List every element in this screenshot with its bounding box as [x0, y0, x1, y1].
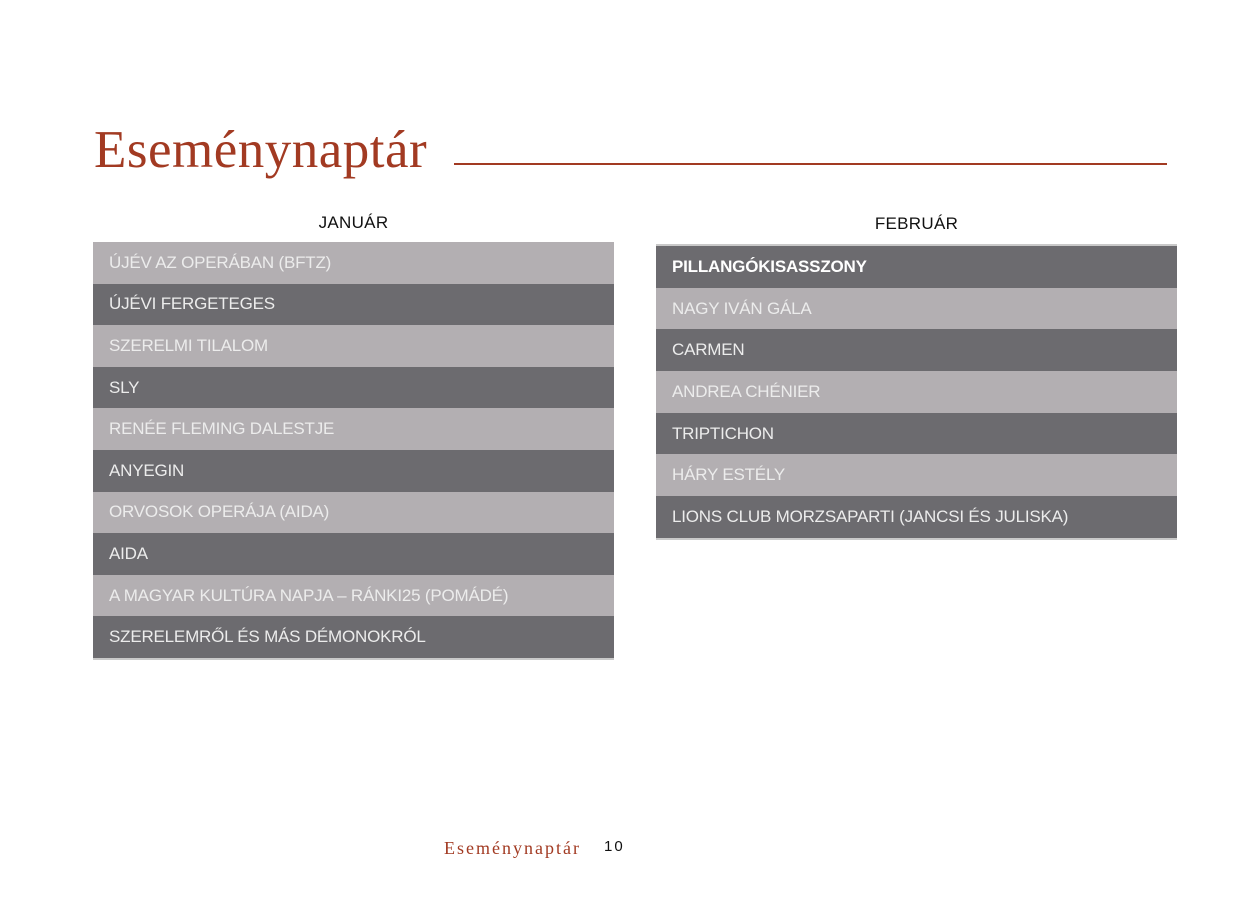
- event-row: TRIPTICHON: [656, 413, 1177, 455]
- event-row: PILLANGÓKISASSZONY: [656, 246, 1177, 288]
- event-row: LIONS CLUB MORZSAPARTI (JANCSI ÉS JULISKA): [656, 496, 1177, 538]
- event-row: SLY: [93, 367, 614, 409]
- event-row: ORVOSOK OPERÁJA (AIDA): [93, 492, 614, 534]
- event-row: ÚJÉV AZ OPERÁBAN (BFTZ): [93, 242, 614, 284]
- title-rule: [454, 163, 1167, 165]
- february-heading: FEBRUÁR: [874, 214, 959, 233]
- january-event-list: [93, 242, 614, 660]
- event-row: ANYEGIN: [93, 450, 614, 492]
- event-row: ÚJÉVI FERGETEGES: [93, 284, 614, 326]
- event-row: ANDREA CHÉNIER: [656, 371, 1177, 413]
- event-row: CARMEN: [656, 329, 1177, 371]
- event-row: SZERELMI TILALOM: [93, 325, 614, 367]
- page-number: 10: [604, 838, 625, 855]
- event-row: NAGY IVÁN GÁLA: [656, 288, 1177, 330]
- event-row: AIDA: [93, 533, 614, 575]
- event-row: SZERELEMRŐL ÉS MÁS DÉMONOKRÓL: [93, 616, 614, 658]
- page-title: Eseménynaptár: [94, 121, 428, 179]
- event-row: A MAGYAR KULTÚRA NAPJA – RÁNKI25 (POMÁDÉ): [93, 575, 614, 617]
- january-heading: JANUÁR: [318, 213, 389, 232]
- event-row: HÁRY ESTÉLY: [656, 454, 1177, 496]
- february-event-list: [656, 244, 1177, 540]
- event-row: RENÉE FLEMING DALESTJE: [93, 408, 614, 450]
- footer-label: Eseménynaptár: [444, 838, 581, 858]
